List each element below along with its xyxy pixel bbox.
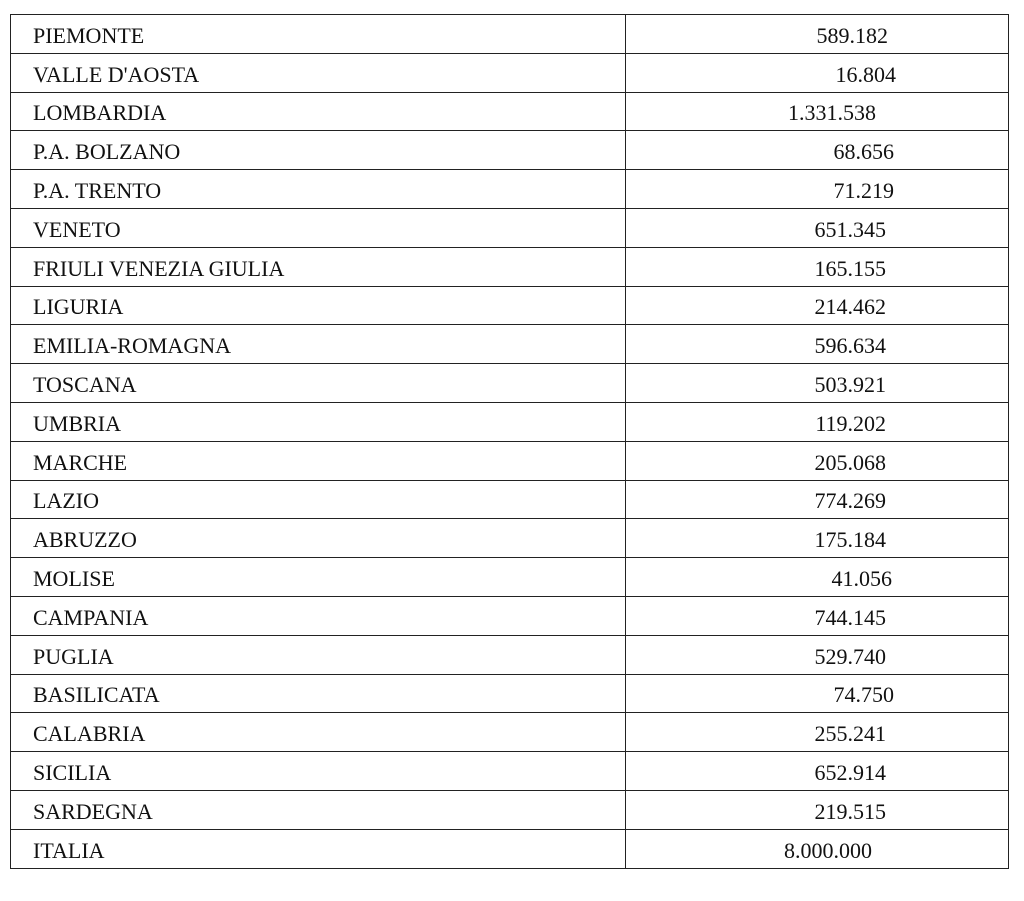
region-name-cell: PUGLIA [11, 635, 626, 674]
region-value-cell: 205.068 [626, 441, 1009, 480]
region-value-cell: 596.634 [626, 325, 1009, 364]
table-row [11, 364, 1009, 403]
region-value-cell: 119.202 [626, 402, 1009, 441]
table-row [11, 480, 1009, 519]
table-row [11, 402, 1009, 441]
region-value-cell: 652.914 [626, 752, 1009, 791]
region-name-cell: FRIULI VENEZIA GIULIA [11, 247, 626, 286]
region-name-cell: CALABRIA [11, 713, 626, 752]
table-row [11, 674, 1009, 713]
region-value-cell: 219.515 [626, 790, 1009, 829]
region-value-cell: 1.331.538 [626, 92, 1009, 131]
table-row [11, 713, 1009, 752]
region-name-cell: LIGURIA [11, 286, 626, 325]
table-row [11, 131, 1009, 170]
region-name-cell: LAZIO [11, 480, 626, 519]
region-name-cell: ITALIA [11, 829, 626, 868]
table-row [11, 558, 1009, 597]
table-row [11, 829, 1009, 868]
region-value-cell: 589.182 [626, 15, 1009, 54]
region-value-cell: 41.056 [626, 558, 1009, 597]
region-name-cell: P.A. BOLZANO [11, 131, 626, 170]
region-value-cell: 214.462 [626, 286, 1009, 325]
table-row [11, 15, 1009, 54]
region-name-cell: P.A. TRENTO [11, 170, 626, 209]
table-row [11, 635, 1009, 674]
table-row [11, 208, 1009, 247]
table-row [11, 752, 1009, 791]
region-value-cell: 74.750 [626, 674, 1009, 713]
region-name-cell: BASILICATA [11, 674, 626, 713]
table-row [11, 286, 1009, 325]
region-name-cell: VENETO [11, 208, 626, 247]
region-name-cell: SICILIA [11, 752, 626, 791]
table-row [11, 790, 1009, 829]
region-name-cell: PIEMONTE [11, 15, 626, 54]
region-table-body [11, 15, 1009, 869]
region-name-cell: MOLISE [11, 558, 626, 597]
table-row [11, 170, 1009, 209]
region-name-cell: LOMBARDIA [11, 92, 626, 131]
region-name-cell: EMILIA-ROMAGNA [11, 325, 626, 364]
region-value-cell: 68.656 [626, 131, 1009, 170]
region-value-cell: 529.740 [626, 635, 1009, 674]
region-name-cell: VALLE D'AOSTA [11, 53, 626, 92]
region-name-cell: CAMPANIA [11, 596, 626, 635]
region-name-cell: SARDEGNA [11, 790, 626, 829]
region-value-cell: 71.219 [626, 170, 1009, 209]
region-value-cell: 255.241 [626, 713, 1009, 752]
table-row [11, 596, 1009, 635]
table-row [11, 92, 1009, 131]
region-table [10, 14, 1009, 869]
region-value-cell: 165.155 [626, 247, 1009, 286]
region-value-cell: 16.804 [626, 53, 1009, 92]
region-value-cell: 175.184 [626, 519, 1009, 558]
region-name-cell: UMBRIA [11, 402, 626, 441]
table-row [11, 325, 1009, 364]
region-name-cell: ABRUZZO [11, 519, 626, 558]
region-value-cell: 774.269 [626, 480, 1009, 519]
region-name-cell: TOSCANA [11, 364, 626, 403]
region-value-cell: 8.000.000 [626, 829, 1009, 868]
table-row [11, 519, 1009, 558]
table-row [11, 247, 1009, 286]
region-value-cell: 744.145 [626, 596, 1009, 635]
region-value-cell: 651.345 [626, 208, 1009, 247]
table-row [11, 441, 1009, 480]
region-value-cell: 503.921 [626, 364, 1009, 403]
region-name-cell: MARCHE [11, 441, 626, 480]
table-row [11, 53, 1009, 92]
